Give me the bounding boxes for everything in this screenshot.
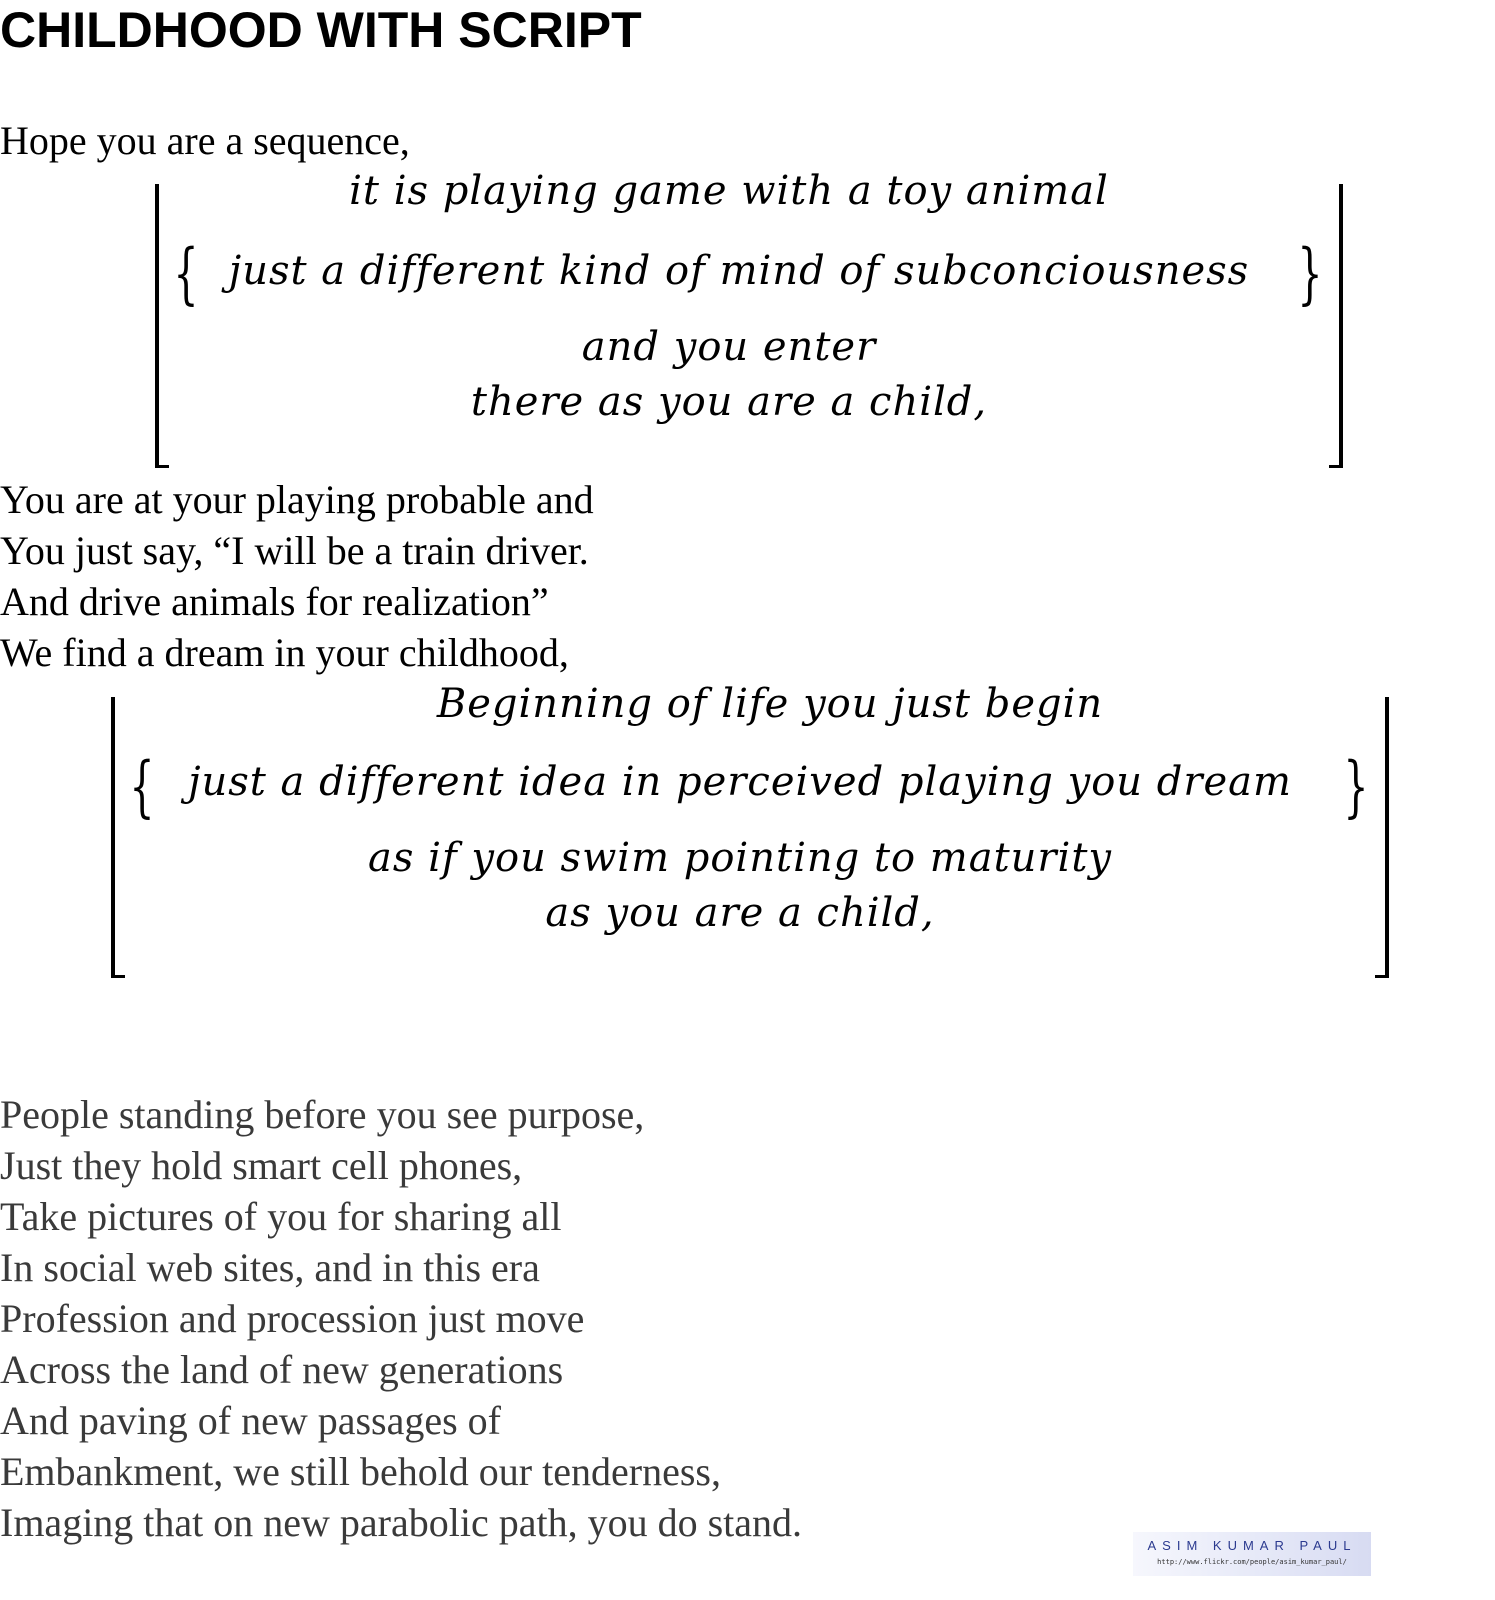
poem-title: CHILDHOOD WITH SCRIPT (0, 2, 642, 58)
math-line: Beginning of life you just begin (436, 681, 1104, 727)
poem-line: People standing before you see purpose, (0, 1092, 645, 1137)
author-watermark (1133, 1532, 1371, 1576)
right-bracket (1329, 184, 1343, 468)
open-brace: { (129, 748, 155, 825)
open-brace: { (173, 235, 199, 312)
math-block-2 (111, 681, 1389, 978)
poem-line: We find a dream in your childhood, (0, 630, 569, 675)
poem-line: Just they hold smart cell phones, (0, 1143, 523, 1188)
poem-line: Take pictures of you for sharing all (0, 1194, 562, 1239)
close-brace: } (1343, 748, 1369, 825)
poem-line: Profession and procession just move (0, 1296, 585, 1341)
poem-line: In social web sites, and in this era (0, 1245, 540, 1290)
math-line: just a different idea in perceived playing you dream (188, 759, 1292, 805)
poem-line: Hope you are a sequence, (0, 118, 410, 163)
poem-line: And paving of new passages of (0, 1398, 501, 1443)
math-line: it is playing game with a toy animal (349, 168, 1109, 214)
poem-line: You just say, “I will be a train driver. (0, 528, 589, 573)
math-line: as you are a child, (545, 890, 935, 936)
close-brace: } (1297, 235, 1323, 312)
right-bracket (1375, 697, 1389, 978)
poem-line: Imaging that on new parabolic path, you do stand. (0, 1500, 803, 1545)
poem-line: Embankment, we still behold our tenderness, (0, 1449, 721, 1494)
watermark-name: ASIM KUMAR PAUL (1147, 1538, 1357, 1553)
math-line: just a different kind of mind of subconciousness (228, 248, 1250, 294)
poem-line: Across the land of new generations (0, 1347, 564, 1392)
math-line: there as you are a child, (470, 379, 988, 425)
poem-line: You are at your playing probable and (0, 477, 594, 522)
left-bracket (111, 697, 125, 978)
poem-line: And drive animals for realization” (0, 579, 549, 624)
math-block-1 (155, 168, 1343, 468)
math-line: and you enter (581, 324, 877, 370)
watermark-url: http://www.flickr.com/people/asim_kumar_paul/ (1157, 1558, 1347, 1566)
math-line: as if you swim pointing to maturity (367, 835, 1113, 881)
